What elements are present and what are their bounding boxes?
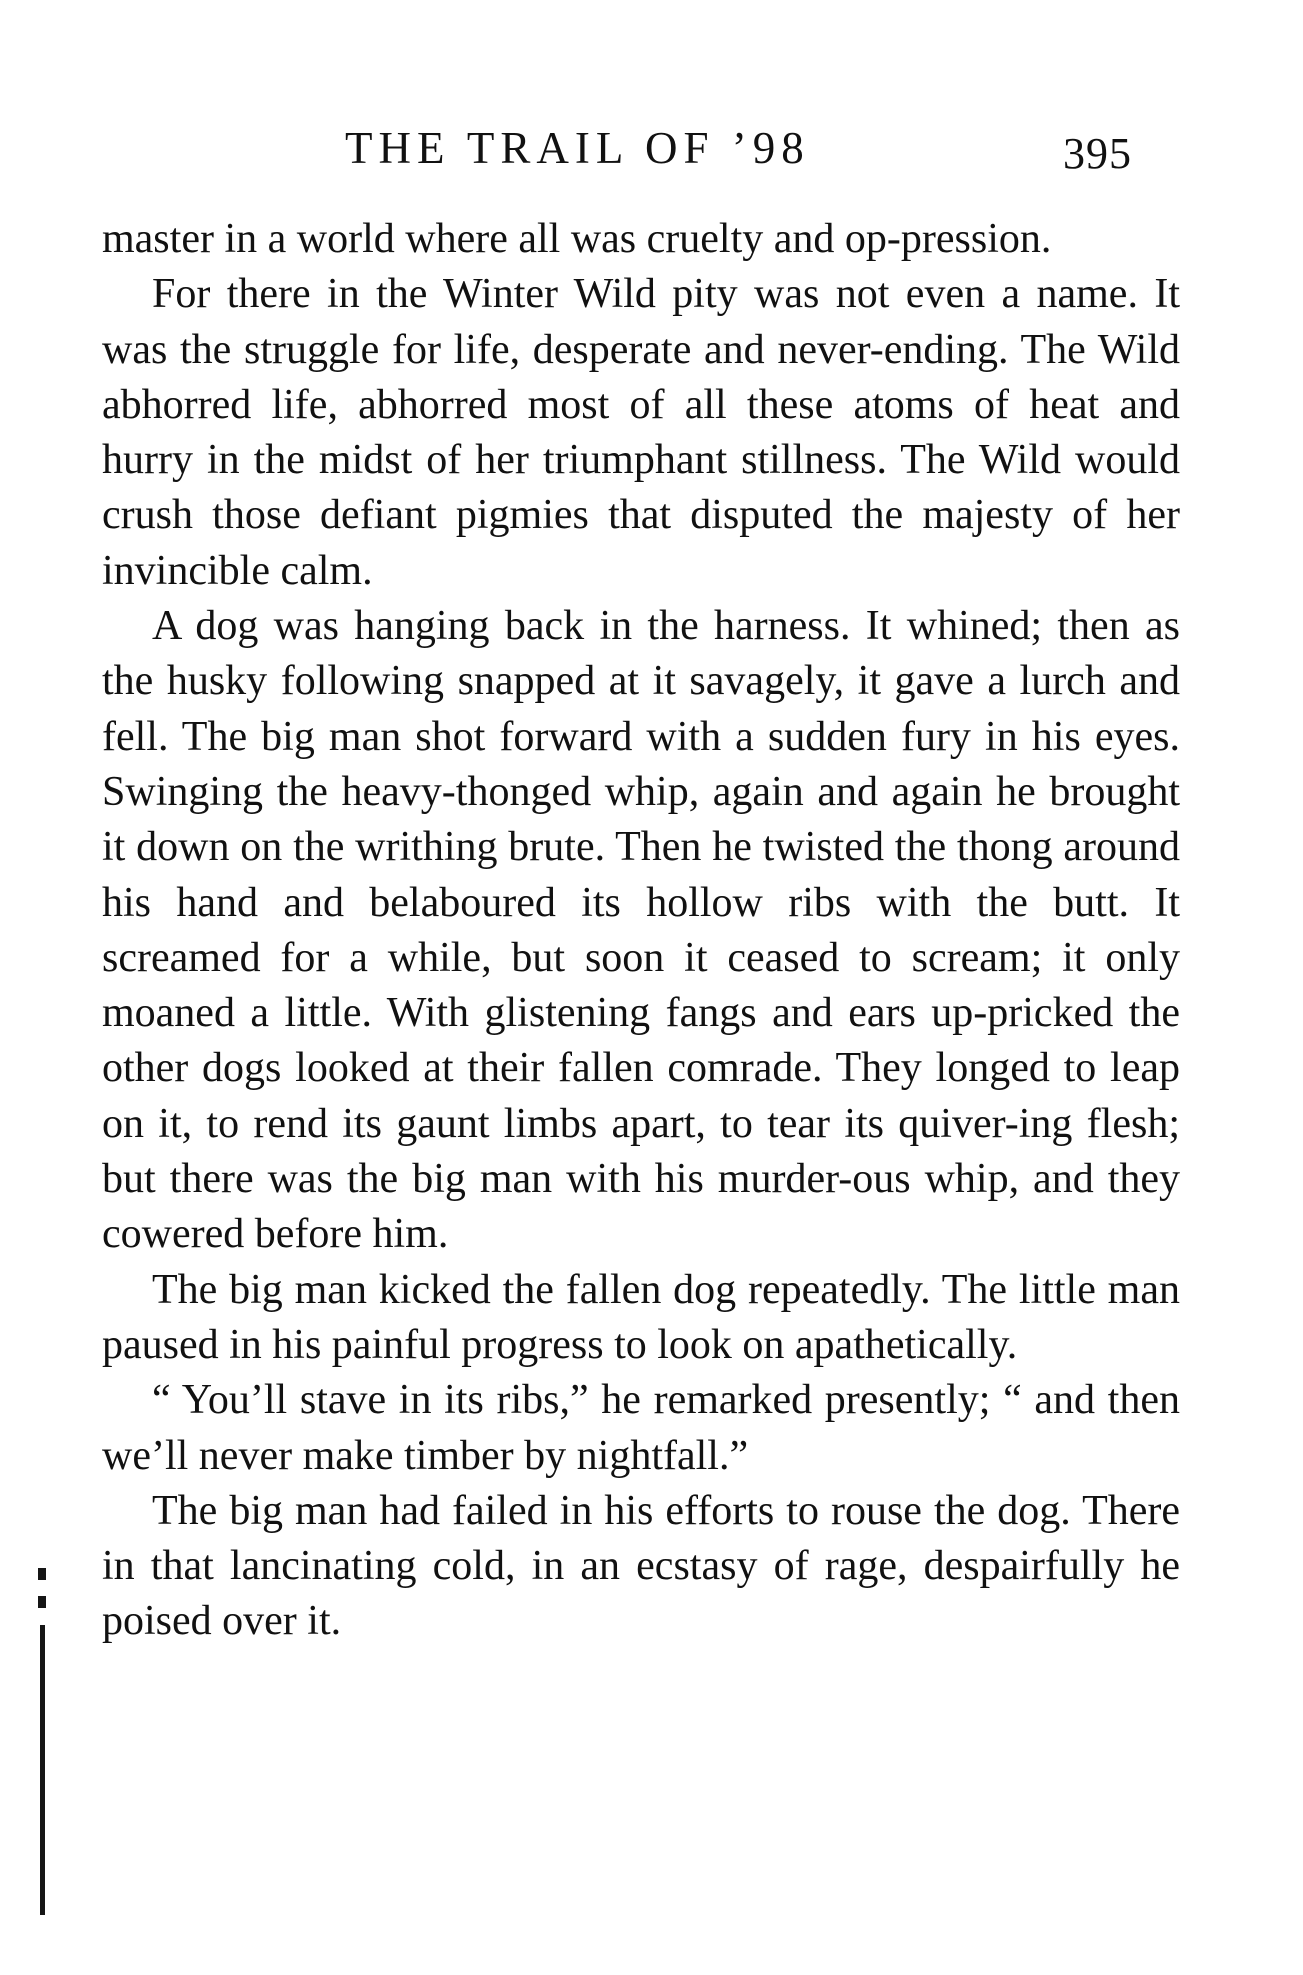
paragraph-final: The big man had failed in his efforts to rouse the dog. There in that lancinating cold, in an ecstasy of rage, despairfully he poised over it. (102, 1487, 1180, 1645)
paragraph-dialogue: “ You’ll stave in its ribs,” he remarked presently; “ and then we’ll never make timber by nightfall.” (102, 1377, 1180, 1479)
running-title: THE TRAIL OF ’98 (345, 123, 810, 173)
margin-tick-upper (38, 1568, 46, 1580)
margin-rule (40, 1625, 45, 1915)
paragraph-winter-wild: For there in the Winter Wild pity was not even a name. It was the struggle for life, desperate and never-ending. The Wild abhorred life, abhorred most of all these atoms of heat and hurry in the midst of her triumphant stillness. The Wild would crush those defiant pigmies that disputed the majesty of her invincible calm. (102, 271, 1180, 594)
page-number: 395 (1063, 129, 1132, 178)
body-text (102, 212, 1180, 1650)
paragraph-kicked-dog: The big man kicked the fallen dog repeatedly. The little man paused in his painful progress to look on apathetically. (102, 1266, 1180, 1368)
paragraph-continuation: master in a world where all was cruelty and op-pression. (102, 216, 1052, 262)
margin-tick-lower (38, 1596, 46, 1608)
running-head (0, 118, 1303, 178)
paragraph-fallen-dog: A dog was hanging back in the harness. It whined; then as the husky following snapped at it savagely, it gave a lurch and fell. The big man shot forward with a sudden fury in his eyes. Swinging the heavy-thonged whip, again and again he brought it down on the writhing brute. Then he twisted the thong around his hand and belaboured its hollow ribs with the butt. It screamed for a while, but soon it ceased to scream; it only moaned a little. With glistening fangs and ears up-pricked the other dogs looked at their fallen comrade. They longed to leap on it, to rend its gaunt limbs apart, to tear its quiver-ing flesh; but there was the big man with his murder-ous whip, and they cowered before him. (102, 603, 1180, 1258)
